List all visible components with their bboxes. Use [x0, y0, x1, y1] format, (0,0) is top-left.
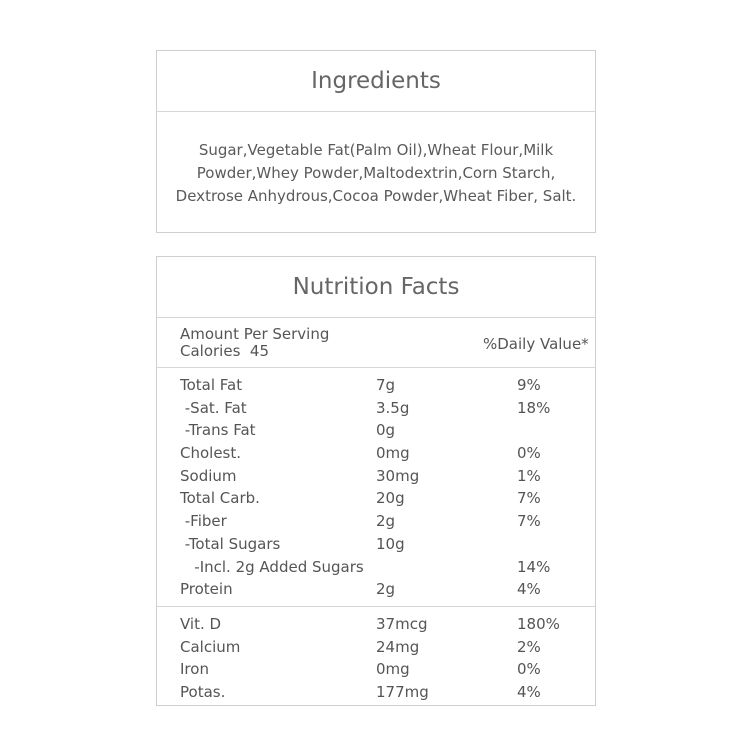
nutrient-amount: 24mg — [376, 637, 420, 656]
nutrient-amount: 10g — [376, 534, 405, 553]
nutrient-amount: 37mcg — [376, 615, 428, 633]
nutrient-row — [157, 613, 595, 636]
ingredients-line: Powder,Whey Powder,Maltodextrin,Corn Starch, — [196, 164, 556, 182]
nutrient-name: Iron — [180, 660, 209, 679]
ingredients-line: Dextrose Anhydrous,Cocoa Powder,Wheat Fiber, Salt. — [175, 187, 577, 205]
nutrient-name: -Total Sugars — [180, 534, 281, 553]
nutrient-amount: 3.5g — [376, 398, 410, 417]
nutrition-title: Nutrition Facts — [292, 274, 460, 300]
nutrient-row — [157, 442, 595, 465]
ingredients-panel — [156, 50, 596, 233]
serving-details — [180, 326, 329, 360]
nutrient-name: Potas. — [180, 683, 226, 702]
ingredients-header — [157, 51, 595, 112]
nutrient-daily-value: 7% — [517, 512, 541, 531]
nutrient-row — [157, 374, 595, 397]
nutrient-name: -Fiber — [180, 512, 227, 531]
nutrient-amount: 2g — [376, 580, 396, 599]
ingredients-line: Sugar,Vegetable Fat(Palm Oil),Wheat Flour,Milk — [198, 141, 554, 159]
amount-per-serving-label: Amount Per Serving — [180, 325, 330, 343]
nutrient-name: -Sat. Fat — [180, 398, 247, 417]
nutrient-daily-value: 0% — [517, 660, 541, 679]
nutrient-row — [157, 510, 595, 533]
nutrient-row — [157, 533, 595, 556]
nutrient-daily-value: 2% — [517, 637, 541, 656]
daily-value-header: %Daily Value* — [483, 335, 589, 353]
nutrient-amount: 7g — [376, 376, 396, 394]
nutrient-name: -Trans Fat — [180, 421, 256, 440]
nutrition-header — [157, 257, 595, 318]
ingredients-title: Ingredients — [311, 68, 441, 94]
nutrient-name: Total Fat — [180, 376, 243, 394]
nutrient-daily-value: 18% — [517, 398, 551, 417]
nutrient-daily-value: 9% — [517, 376, 541, 394]
nutrient-amount: 20g — [376, 489, 405, 508]
nutrient-amount: 0mg — [376, 444, 410, 463]
nutrient-daily-value: 4% — [517, 683, 541, 702]
serving-info — [157, 318, 595, 368]
nutrient-row — [157, 658, 595, 681]
nutrient-name: Sodium — [180, 466, 237, 485]
nutrient-row — [157, 556, 595, 579]
nutrient-row — [157, 578, 595, 601]
nutrient-amount: 30mg — [376, 466, 420, 485]
nutrient-name: Calcium — [180, 637, 241, 656]
nutrient-amount: 0g — [376, 421, 396, 440]
nutrient-name: Protein — [180, 580, 233, 599]
nutrient-row — [157, 636, 595, 659]
nutrient-row — [157, 681, 595, 704]
nutrient-daily-value: 1% — [517, 466, 541, 485]
nutrient-name: Total Carb. — [180, 489, 260, 508]
calories-label: Calories 45 — [180, 342, 270, 360]
nutrient-daily-value: 14% — [517, 557, 551, 576]
nutrient-name: Cholest. — [180, 444, 242, 463]
nutrient-daily-value: 4% — [517, 580, 541, 599]
nutrient-amount: 177mg — [376, 683, 429, 702]
nutrient-row — [157, 419, 595, 442]
nutrition-facts-panel — [156, 256, 596, 706]
nutrient-list — [157, 368, 595, 607]
ingredients-list — [157, 112, 595, 208]
nutrient-name: Vit. D — [180, 615, 222, 633]
nutrient-daily-value: 0% — [517, 444, 541, 463]
nutrient-row — [157, 487, 595, 510]
nutrient-daily-value: 180% — [517, 615, 560, 633]
nutrient-name: -Incl. 2g Added Sugars — [180, 557, 364, 576]
nutrient-amount: 2g — [376, 512, 396, 531]
vitamin-list — [157, 607, 595, 704]
nutrient-daily-value: 7% — [517, 489, 541, 508]
nutrient-row — [157, 397, 595, 420]
nutrient-row — [157, 465, 595, 488]
nutrient-amount: 0mg — [376, 660, 410, 679]
